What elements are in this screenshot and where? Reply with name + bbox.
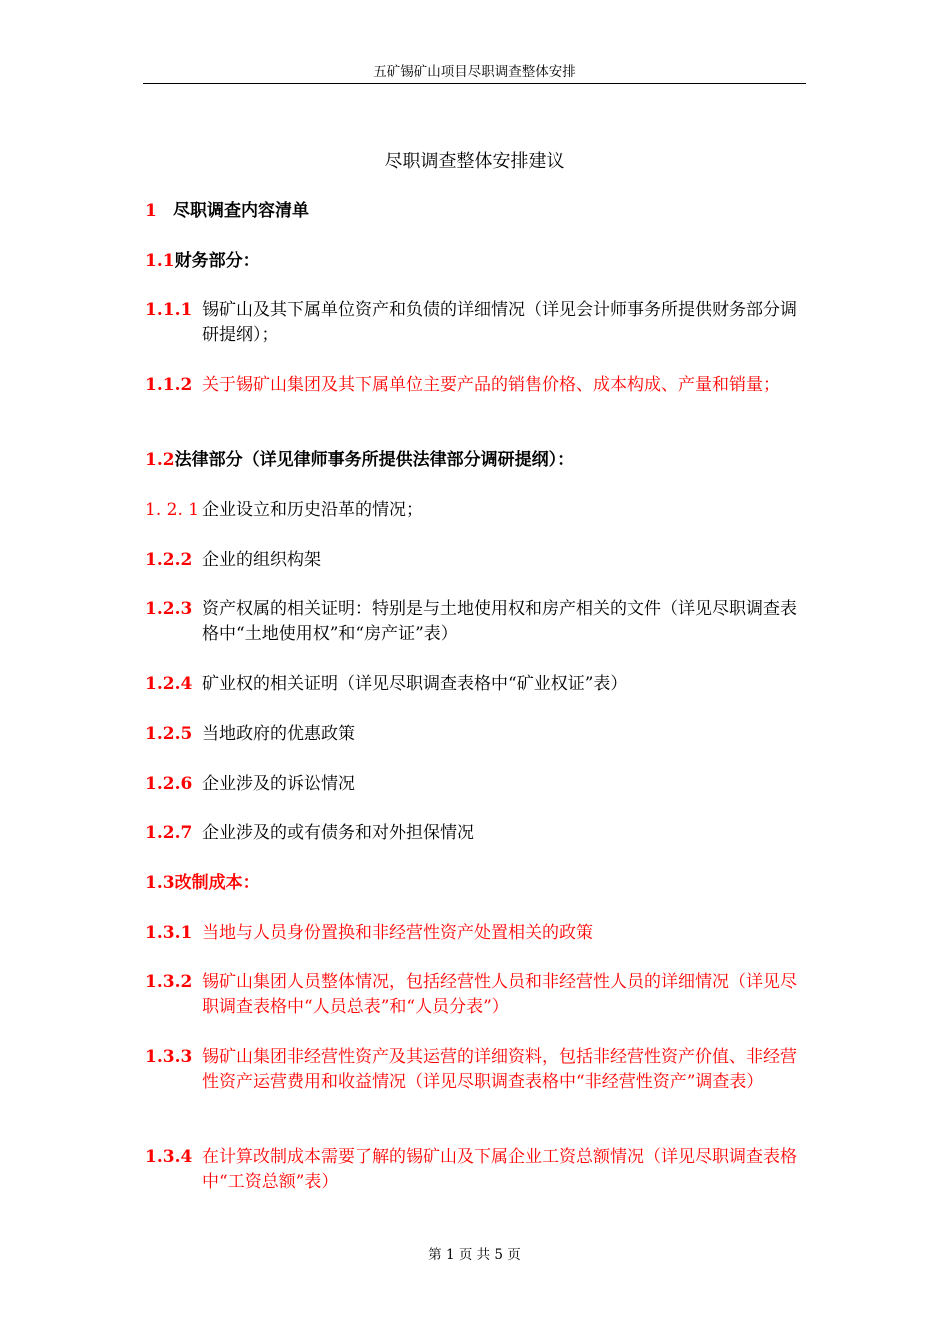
list-item-1-3-1 [145, 921, 806, 946]
item-number: 1.3.1 [145, 923, 193, 943]
header-text: 五矿锡矿山项目尽职调查整体安排 [373, 64, 576, 80]
section-title: 尽职调查内容清单 [173, 201, 309, 221]
item-number: 1.2.5 [145, 724, 193, 744]
item-number: 1.1.1 [145, 300, 193, 320]
item-text: 企业涉及的或有债务和对外担保情况 [202, 823, 474, 843]
list-item-1-2-7 [145, 821, 806, 846]
list-item-1-3-3 [145, 1045, 806, 1095]
item-number: 1.3.4 [145, 1147, 193, 1167]
item-number: 1.1.2 [145, 375, 193, 395]
list-item-1-1-1 [145, 298, 806, 348]
item-number: 1.3.3 [145, 1047, 193, 1067]
item-text: 资产权属的相关证明：特别是与土地使用权和房产相关的文件（详见尽职调查表格中“土地使用权”和“房产证”表） [202, 599, 797, 644]
list-item-1-2-5 [145, 722, 806, 747]
section-heading-1 [145, 199, 309, 224]
section-number: 1 [145, 201, 157, 221]
page-number-text: 第 1 页 共 5 页 [428, 1247, 521, 1263]
item-number: 1.2.4 [145, 674, 193, 694]
section-title: 财务部分： [174, 251, 260, 271]
list-item-1-3-2 [145, 970, 806, 1020]
list-item-1-2-3 [145, 597, 806, 647]
item-text: 企业涉及的诉讼情况 [202, 774, 355, 794]
section-heading-1-2 [145, 448, 574, 473]
item-text: 企业的组织构架 [202, 550, 321, 570]
list-item-1-3-4 [145, 1145, 806, 1195]
section-title: 法律部分（详见律师事务所提供法律部分调研提纲）： [174, 450, 575, 470]
list-item-1-2-1 [145, 498, 806, 523]
page-header [143, 62, 806, 84]
list-item-1-2-2 [145, 548, 806, 573]
section-heading-1-3 [145, 871, 260, 896]
item-text: 企业设立和历史沿革的情况； [202, 500, 423, 520]
item-text: 在计算改制成本需要了解的锡矿山及下属企业工资总额情况（详见尽职调查表格中“工资总额”表） [202, 1147, 797, 1192]
item-number: 1.2.7 [145, 823, 193, 843]
item-number: 1.2.6 [145, 774, 193, 794]
item-text: 当地政府的优惠政策 [202, 724, 355, 744]
item-number: 1.2.3 [145, 599, 193, 619]
list-item-1-2-4 [145, 672, 806, 697]
item-number: 1.2.2 [145, 550, 193, 570]
item-text: 关于锡矿山集团及其下属单位主要产品的销售价格、成本构成、产量和销量； [202, 375, 780, 395]
item-text: 矿业权的相关证明（详见尽职调查表格中“矿业权证”表） [202, 674, 628, 694]
section-number: 1.3 [145, 873, 175, 893]
item-text: 锡矿山及其下属单位资产和负债的详细情况（详见会计师事务所提供财务部分调研提纲）； [202, 300, 797, 345]
section-heading-1-1 [145, 249, 260, 274]
document-title: 尽职调查整体安排建议 [384, 151, 565, 172]
page-footer [143, 1245, 806, 1265]
item-number: 1. 2. 1 [145, 500, 200, 520]
item-text: 锡矿山集团人员整体情况，包括经营性人员和非经营性人员的详细情况（详见尽职调查表格中“人员总表”和“人员分表”） [202, 972, 797, 1017]
section-number: 1.1 [145, 251, 175, 271]
item-text: 当地与人员身份置换和非经营性资产处置相关的政策 [202, 923, 593, 943]
item-text: 锡矿山集团非经营性资产及其运营的详细资料，包括非经营性资产价值、非经营性资产运营费用和收益情况（详见尽职调查表格中“非经营性资产”调查表） [202, 1047, 797, 1092]
item-number: 1.3.2 [145, 972, 193, 992]
list-item-1-2-6 [145, 772, 806, 797]
section-number: 1.2 [145, 450, 175, 470]
list-item-1-1-2 [145, 373, 806, 398]
section-title: 改制成本： [174, 873, 260, 893]
